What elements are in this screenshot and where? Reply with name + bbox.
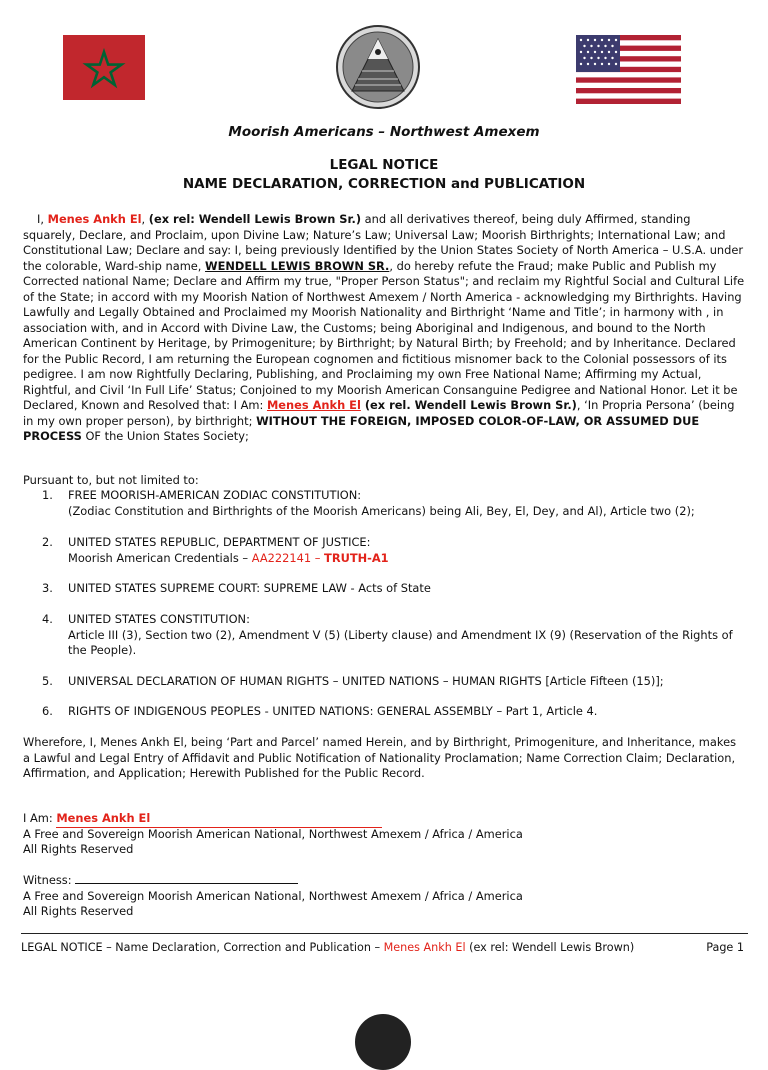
list-subtext [68,551,743,567]
declared-name: Menes Ankh El [47,212,142,226]
page-footer [21,941,748,954]
signature-line [23,811,745,828]
signature-nationality: A Free and Sovereign Moorish American National, Northwest Amexem / Africa / America [23,827,523,841]
pursuant-label: Pursuant to, but not limited to: [23,473,199,487]
document-title: NAME DECLARATION, CORRECTION and PUBLICATION [182,176,586,192]
ex-rel-name-2: (ex rel. Wendell Lewis Brown Sr.) [360,398,577,412]
list-text: UNITED STATES REPUBLIC, DEPARTMENT OF JUSTICE: [68,535,371,549]
declaration-paragraph [23,212,745,445]
para-text: , [141,212,149,226]
pyramid-seal-image [336,25,420,109]
wherefore-paragraph: Wherefore, I, Menes Ankh El, being ‘Part and Parcel’ named Herein, and by Birthright, Primogeniture, and Inheritance, makes a Lawful and Legal Entry of Affidavit and Public Notification of Nationality Proclamation; Name Correction Claim; Declaration, Affirmation, and Application; Herewith Published for the Public Record. [23,735,737,780]
footer-name: Menes Ankh El [383,941,466,954]
bottom-seal-image [355,1014,411,1070]
caps-clause: WITHOUT THE FOREIGN, IMPOSED COLOR-OF-LAW, OR ASSUMED DUE PROCESS [23,413,700,443]
credentials-number: AA222141 – [251,550,325,565]
para-text: , ‘In Propria Persona’ (being in my own proper person), by birthright; [23,398,735,428]
para-text: , do hereby refute the Fraud; make Public and Publish my Corrected national Name; Declare and Affirm my true, "Proper Person Status"; and reclaim my Rightful Social and Cultural Life of the State; in accord with my Moorish Nation of Northwest Amexem / North America - acknowledging my Birthrights. Having Lawfully and Legally Obtained and Proclaimed my Moorish Nationality and Birthright ‘Name and Title’; in harmony with , in association with, and in Accord with Divine Law, the Customs; being Aboriginal and Indigenous, and bound to the North American Continent by Heritage, by Primogeniture; by Birthright; by Natural Birth; by Freehold; and by Inheritance. Declared for the Public Record, I am returning the European cognomen and fictitious misnomer back to the Colonial possessors of its pedigree. I am now Rightfully Declaring, Publishing, and Proclaiming my own Free National Name; Affirming my Actual, Rightful, and Civil ‘In Full Life’ Status; Conjoined to my Moorish American Consanguine Pedigree and National Honor. Let it be Declared, Known and Resolved that: I Am: [23,258,745,412]
org-heading: Moorish Americans – Northwest Amexem [228,124,540,140]
list-text: UNIVERSAL DECLARATION OF HUMAN RIGHTS – UNITED NATIONS – HUMAN RIGHTS [Article Fifteen (15)]; [68,674,664,688]
moroccan-flag-image [63,35,145,100]
list-text: FREE MOORISH-AMERICAN ZODIAC CONSTITUTION: [68,488,362,502]
witness-field [75,873,298,884]
signature-field [56,811,382,828]
witness-line [23,873,745,889]
list-number: 2. [42,535,53,549]
list-number: 4. [42,612,53,626]
list-number: 3. [42,581,53,595]
signature-rights: All Rights Reserved [23,842,134,856]
signature-label: I Am: [23,811,57,825]
declared-name-2: Menes Ankh El [266,398,361,412]
list-number: 5. [42,674,53,688]
us-flag-image [576,35,681,104]
page-number: Page 1 [706,941,744,954]
para-text: I, [37,212,48,226]
witness-label: Witness: [23,873,76,887]
credentials-label: Moorish American Credentials – [68,550,252,565]
credentials-code: TRUTH-A1 [324,550,389,565]
list-subtext: Article III (3), Section two (2), Amendment V (5) (Liberty clause) and Amendment IX (9) (Reservation of the Rights of the People). [68,627,733,657]
legal-notice-title: LEGAL NOTICE [329,157,439,173]
ex-rel-name: (ex rel: Wendell Lewis Brown Sr.) [148,212,362,226]
footer-divider [21,933,748,934]
witness-rights: All Rights Reserved [23,904,134,918]
list-number: 1. [42,488,53,502]
ward-name: WENDELL LEWIS BROWN SR. [205,258,390,273]
witness-nationality: A Free and Sovereign Moorish American National, Northwest Amexem / Africa / America [23,889,523,903]
list-text: UNITED STATES CONSTITUTION: [68,612,250,626]
footer-text: (ex rel: Wendell Lewis Brown) [465,941,635,954]
list-text: RIGHTS OF INDIGENOUS PEOPLES - UNITED NATIONS: GENERAL ASSEMBLY – Part 1, Article 4. [68,704,598,718]
para-text: OF the Union States Society; [81,429,249,443]
list-text: UNITED STATES SUPREME COURT: SUPREME LAW - Acts of State [68,581,431,595]
para-text: and all derivatives thereof, being duly Affirmed, standing squarely, Declare, and Proclaim, upon Divine Law; Nature’s Law; Universal Law; Moorish Birthrights; International Law; and Constitutional Law; Declare and say: I, being previously Identified by the Union States Society of North America – U.S.A. under the colorable, Ward-ship name, [23,212,744,273]
signature-name: Menes Ankh El [56,811,151,825]
list-number: 6. [42,704,53,718]
footer-text: LEGAL NOTICE – Name Declaration, Correction and Publication – [21,941,384,954]
list-subtext: (Zodiac Constitution and Birthrights of the Moorish Americans) being Ali, Bey, El, Dey, and Al), Article two (2); [68,503,695,518]
